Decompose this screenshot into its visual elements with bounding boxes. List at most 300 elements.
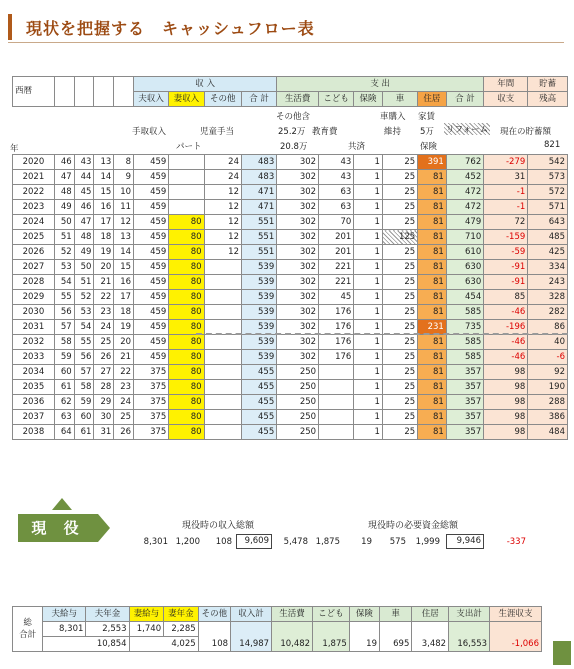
cell-shushi: 72 <box>484 215 528 230</box>
cell-zandaka: 484 <box>528 425 568 440</box>
cell-shushi: -1 <box>484 200 528 215</box>
page-title: 現状を把握する キャッシュフロー表 <box>26 19 315 38</box>
note-nen: 年 <box>10 144 19 154</box>
cell-kodomo: 63 <box>319 185 354 200</box>
cell-goukei: 483 <box>242 155 277 170</box>
cell-c: 19 <box>94 245 114 260</box>
cell-d: 12 <box>114 215 134 230</box>
table-row <box>13 305 568 320</box>
cell-hoken: 1 <box>354 260 383 275</box>
cell-tsuma: 80 <box>169 335 204 350</box>
cell-hoken: 1 <box>354 410 383 425</box>
total-h-jukyo: 住居 <box>412 607 449 622</box>
total-tsuma-sum: 4,025 <box>129 637 198 652</box>
note-part: パート <box>176 142 202 152</box>
cell-goukei: 551 <box>242 245 277 260</box>
cell-a: 48 <box>54 185 74 200</box>
cell-jukyo: 81 <box>418 290 447 305</box>
total-shishutsu: 16,553 <box>449 622 490 652</box>
cell-tsuma: 80 <box>169 395 204 410</box>
cell-d: 23 <box>114 380 134 395</box>
cell-kuruma: 25 <box>382 320 417 335</box>
cell-hoken: 1 <box>354 155 383 170</box>
table-row <box>13 260 568 275</box>
cell-zandaka: 643 <box>528 215 568 230</box>
summary-jukyo: 1,999 <box>415 537 440 547</box>
total-shushi: -1,066 <box>490 622 542 652</box>
cell-kuruma: 25 <box>382 245 417 260</box>
cell-otto: 459 <box>134 290 169 305</box>
cell-a: 63 <box>54 410 74 425</box>
cell-c: 15 <box>94 185 114 200</box>
cell-sonota: 12 <box>204 200 241 215</box>
note-tedori: 手取収入 <box>132 127 167 137</box>
header-goukei: 合 計 <box>241 92 276 107</box>
cell-b: 43 <box>74 155 94 170</box>
cell-tsuma: 80 <box>169 290 204 305</box>
cell-hoken: 1 <box>354 320 383 335</box>
cell-a: 46 <box>54 155 74 170</box>
cell-tsuma: 80 <box>169 305 204 320</box>
cell-sonota <box>204 290 241 305</box>
cell-year: 2038 <box>13 425 55 440</box>
cell-shushi: 98 <box>484 410 528 425</box>
cell-d: 22 <box>114 365 134 380</box>
cell-goukei: 471 <box>242 185 277 200</box>
cell-zandaka: 573 <box>528 170 568 185</box>
cell-kodomo: 176 <box>319 335 354 350</box>
cell-kodomo: 63 <box>319 200 354 215</box>
cell-kuruma: 25 <box>382 185 417 200</box>
cell-c: 16 <box>94 200 114 215</box>
cell-shushi: 31 <box>484 170 528 185</box>
cell-kuruma: 25 <box>382 260 417 275</box>
cell-year: 2026 <box>13 245 55 260</box>
cell-b: 48 <box>74 230 94 245</box>
total-h-otto-nenkin: 夫年金 <box>86 607 129 622</box>
cell-goukei: 539 <box>242 275 277 290</box>
cell-year: 2020 <box>13 155 55 170</box>
cell-seikatsu: 302 <box>277 335 319 350</box>
cell-c: 13 <box>94 155 114 170</box>
table-row <box>13 365 568 380</box>
cell-otto: 459 <box>134 185 169 200</box>
cell-c: 20 <box>94 260 114 275</box>
cell-tsuma <box>169 155 204 170</box>
genyaku-divider-line <box>196 333 568 335</box>
cell-tsuma: 80 <box>169 425 204 440</box>
header-hoken: 保険 <box>354 92 383 107</box>
cell-kuruma: 125 <box>382 230 417 245</box>
cell-otto: 459 <box>134 215 169 230</box>
cell-hoken: 1 <box>354 305 383 320</box>
note-jidou: 児童手当 <box>200 127 235 137</box>
cell-tsuma: 80 <box>169 230 204 245</box>
cell-d: 15 <box>114 260 134 275</box>
cell-tsuma: 80 <box>169 365 204 380</box>
cell-b: 57 <box>74 365 94 380</box>
total-h-seikatsu: 生活費 <box>272 607 313 622</box>
total-h-sonota: その他 <box>198 607 230 622</box>
cell-kuruma: 25 <box>382 365 417 380</box>
cell-shushi: -46 <box>484 335 528 350</box>
cell-jukyo: 81 <box>418 275 447 290</box>
cell-sonota <box>204 425 241 440</box>
cell-tsuma: 80 <box>169 245 204 260</box>
total-h-tsuma: 妻給与 <box>129 607 164 622</box>
cell-goukei2: 357 <box>446 425 483 440</box>
cell-jukyo: 81 <box>418 260 447 275</box>
title-accent-bar <box>8 14 12 40</box>
cell-goukei2: 585 <box>446 335 483 350</box>
cell-c: 18 <box>94 230 114 245</box>
cell-otto: 459 <box>134 260 169 275</box>
cell-zandaka: 40 <box>528 335 568 350</box>
note-iji: 維持 <box>384 127 402 137</box>
cell-a: 61 <box>54 380 74 395</box>
cell-c: 17 <box>94 215 114 230</box>
cell-goukei: 455 <box>242 395 277 410</box>
cell-year: 2027 <box>13 260 55 275</box>
cell-c: 26 <box>94 350 114 365</box>
cell-shushi: 98 <box>484 425 528 440</box>
cell-seikatsu: 302 <box>277 170 319 185</box>
cell-hoken: 1 <box>354 245 383 260</box>
cell-b: 50 <box>74 260 94 275</box>
total-tsuma: 1,740 <box>129 622 164 637</box>
cell-c: 25 <box>94 335 114 350</box>
cell-a: 58 <box>54 335 74 350</box>
cell-seikatsu: 250 <box>277 365 319 380</box>
genyaku-arrow-icon <box>98 514 110 542</box>
cell-d: 20 <box>114 335 134 350</box>
cell-a: 57 <box>54 320 74 335</box>
summary-shushi: -337 <box>506 537 526 547</box>
cell-zandaka: 282 <box>528 305 568 320</box>
cell-hoken: 1 <box>354 365 383 380</box>
cell-year: 2037 <box>13 410 55 425</box>
cell-hoken: 1 <box>354 290 383 305</box>
cell-kuruma: 25 <box>382 305 417 320</box>
total-h-kodomo: こども <box>313 607 350 622</box>
cell-shushi: -279 <box>484 155 528 170</box>
total-label-1: 総 <box>23 618 32 628</box>
cell-c: 30 <box>94 410 114 425</box>
table-row <box>13 290 568 305</box>
cell-jukyo: 81 <box>418 410 447 425</box>
cell-hoken: 1 <box>354 425 383 440</box>
summary-otto: 8,301 <box>143 537 168 547</box>
cell-sonota: 12 <box>204 215 241 230</box>
cell-shushi: -159 <box>484 230 528 245</box>
cell-otto: 459 <box>134 335 169 350</box>
cell-jukyo: 81 <box>418 305 447 320</box>
cell-kuruma: 25 <box>382 335 417 350</box>
cell-goukei2: 357 <box>446 365 483 380</box>
cell-seikatsu: 302 <box>277 320 319 335</box>
header-chochiku: 貯蓄 <box>528 77 568 92</box>
cell-zandaka: 86 <box>528 320 568 335</box>
cell-goukei2: 762 <box>446 155 483 170</box>
cell-year: 2032 <box>13 335 55 350</box>
cell-b: 58 <box>74 380 94 395</box>
cell-kodomo: 43 <box>319 170 354 185</box>
cell-b: 51 <box>74 275 94 290</box>
cell-year: 2023 <box>13 200 55 215</box>
cell-goukei: 539 <box>242 260 277 275</box>
cell-goukei: 539 <box>242 305 277 320</box>
table-row <box>13 230 568 245</box>
cell-otto: 459 <box>134 245 169 260</box>
cell-d: 26 <box>114 425 134 440</box>
cell-b: 44 <box>74 170 94 185</box>
cell-year: 2028 <box>13 275 55 290</box>
cell-zandaka: 328 <box>528 290 568 305</box>
cell-hoken: 1 <box>354 335 383 350</box>
cell-goukei2: 479 <box>446 215 483 230</box>
cell-jukyo: 391 <box>418 155 447 170</box>
cell-d: 10 <box>114 185 134 200</box>
cell-d: 25 <box>114 410 134 425</box>
cell-sonota: 24 <box>204 170 241 185</box>
cell-zandaka: 334 <box>528 260 568 275</box>
cell-b: 55 <box>74 335 94 350</box>
summary-shunyu-total: 9,609 <box>236 534 272 549</box>
cell-otto: 459 <box>134 320 169 335</box>
cell-otto: 459 <box>134 230 169 245</box>
cell-sonota: 12 <box>204 230 241 245</box>
total-kuruma: 695 <box>379 622 411 652</box>
note-sonota-fukumu: その他含 <box>276 112 311 122</box>
cell-b: 45 <box>74 185 94 200</box>
total-tsuma-nenkin: 2,285 <box>164 622 199 637</box>
header-goukei2: 合 計 <box>446 92 483 107</box>
cell-tsuma <box>169 200 204 215</box>
note-sha-kounyu: 車購入 <box>380 112 406 122</box>
header-kuruma: 車 <box>382 92 417 107</box>
cell-hoken: 1 <box>354 170 383 185</box>
cell-seikatsu: 302 <box>277 305 319 320</box>
cell-otto: 459 <box>134 170 169 185</box>
cell-goukei: 471 <box>242 200 277 215</box>
cell-goukei2: 585 <box>446 305 483 320</box>
cell-goukei2: 357 <box>446 410 483 425</box>
cell-zandaka: 542 <box>528 155 568 170</box>
cell-sonota <box>204 365 241 380</box>
cell-zandaka: 485 <box>528 230 568 245</box>
cell-seikatsu: 250 <box>277 380 319 395</box>
note-seikatsu-val2: 20.8万 <box>280 142 308 152</box>
cell-goukei2: 710 <box>446 230 483 245</box>
cell-c: 22 <box>94 290 114 305</box>
total-label-2: 合計 <box>19 630 37 640</box>
cell-goukei: 551 <box>242 215 277 230</box>
total-h-shushi: 生涯収支 <box>490 607 542 622</box>
cell-a: 64 <box>54 425 74 440</box>
cell-jukyo: 81 <box>418 200 447 215</box>
total-otto-sum: 10,854 <box>43 637 129 652</box>
cell-tsuma: 80 <box>169 275 204 290</box>
cell-kuruma: 25 <box>382 425 417 440</box>
cell-b: 52 <box>74 290 94 305</box>
cell-year: 2031 <box>13 320 55 335</box>
cell-shushi: -91 <box>484 275 528 290</box>
total-h-kuruma: 車 <box>379 607 411 622</box>
total-sonota: 108 <box>198 622 230 652</box>
cell-kuruma: 25 <box>382 380 417 395</box>
note-yachin-val: 5万 <box>420 127 434 137</box>
cell-tsuma <box>169 185 204 200</box>
header-sonota: その他 <box>204 92 241 107</box>
summary-shishutsu-total: 9,946 <box>446 534 484 549</box>
cell-seikatsu: 302 <box>277 290 319 305</box>
table-row <box>13 380 568 395</box>
genyaku-label: 現 役 <box>18 514 98 542</box>
cell-jukyo: 81 <box>418 170 447 185</box>
cell-otto: 459 <box>134 155 169 170</box>
cell-a: 59 <box>54 350 74 365</box>
cell-tsuma: 80 <box>169 215 204 230</box>
cell-jukyo: 81 <box>418 380 447 395</box>
cell-goukei: 455 <box>242 425 277 440</box>
cell-jukyo: 81 <box>418 425 447 440</box>
total-jukyo: 3,482 <box>412 622 449 652</box>
cell-kuruma: 25 <box>382 215 417 230</box>
cell-kuruma: 25 <box>382 275 417 290</box>
cell-kodomo: 176 <box>319 320 354 335</box>
cell-c: 14 <box>94 170 114 185</box>
cell-b: 47 <box>74 215 94 230</box>
cell-kuruma: 25 <box>382 170 417 185</box>
cell-seikatsu: 302 <box>277 200 319 215</box>
cell-c: 28 <box>94 380 114 395</box>
cell-kodomo <box>319 380 354 395</box>
cell-seikatsu: 302 <box>277 185 319 200</box>
cell-tsuma: 80 <box>169 260 204 275</box>
cell-a: 52 <box>54 245 74 260</box>
cell-year: 2033 <box>13 350 55 365</box>
cell-goukei2: 357 <box>446 380 483 395</box>
cell-goukei2: 472 <box>446 200 483 215</box>
cell-hoken: 1 <box>354 380 383 395</box>
cell-goukei2: 630 <box>446 260 483 275</box>
cell-kuruma: 25 <box>382 200 417 215</box>
table-row <box>13 395 568 410</box>
cell-shushi: 98 <box>484 395 528 410</box>
cell-year: 2035 <box>13 380 55 395</box>
cell-hoken: 1 <box>354 395 383 410</box>
cell-otto: 375 <box>134 410 169 425</box>
cell-kodomo <box>319 410 354 425</box>
note-yachin: 家賃 <box>418 112 436 122</box>
cell-c: 29 <box>94 395 114 410</box>
cell-goukei: 539 <box>242 335 277 350</box>
header-seireki: 西暦 <box>13 77 55 107</box>
cell-jukyo: 81 <box>418 395 447 410</box>
cell-jukyo: 81 <box>418 365 447 380</box>
cell-goukei2: 585 <box>446 350 483 365</box>
cell-c: 21 <box>94 275 114 290</box>
cell-otto: 459 <box>134 305 169 320</box>
cell-shushi: -196 <box>484 320 528 335</box>
cell-d: 11 <box>114 200 134 215</box>
cell-zandaka: 288 <box>528 395 568 410</box>
cell-sonota <box>204 350 241 365</box>
cell-year: 2021 <box>13 170 55 185</box>
cell-kodomo: 45 <box>319 290 354 305</box>
summary-hoken: 19 <box>361 537 372 547</box>
note-kyouiku: 教育費 <box>312 127 338 137</box>
cell-goukei: 455 <box>242 380 277 395</box>
table-row <box>13 350 568 365</box>
cell-d: 17 <box>114 290 134 305</box>
cell-shushi: 98 <box>484 380 528 395</box>
summary-shunyu-label: 現役時の収入総額 <box>182 521 255 531</box>
cell-kuruma: 25 <box>382 350 417 365</box>
summary-kuruma: 575 <box>389 537 406 547</box>
cell-d: 21 <box>114 350 134 365</box>
cell-otto: 375 <box>134 365 169 380</box>
total-h-otto: 夫給与 <box>43 607 86 622</box>
cell-seikatsu: 250 <box>277 395 319 410</box>
cell-kuruma: 25 <box>382 410 417 425</box>
cell-kodomo <box>319 395 354 410</box>
cell-jukyo: 81 <box>418 215 447 230</box>
cell-hoken: 1 <box>354 215 383 230</box>
cell-b: 54 <box>74 320 94 335</box>
table-row <box>13 275 568 290</box>
table-row <box>13 245 568 260</box>
cell-sonota <box>204 380 241 395</box>
cell-zandaka: 243 <box>528 275 568 290</box>
table-row <box>13 155 568 170</box>
cell-seikatsu: 250 <box>277 410 319 425</box>
header-shushi: 収支 <box>484 92 528 107</box>
cell-goukei: 539 <box>242 290 277 305</box>
cell-seikatsu: 250 <box>277 425 319 440</box>
cell-goukei2: 454 <box>446 290 483 305</box>
cell-a: 62 <box>54 395 74 410</box>
cell-zandaka: 571 <box>528 200 568 215</box>
cell-b: 49 <box>74 245 94 260</box>
cell-goukei2: 610 <box>446 245 483 260</box>
cell-a: 53 <box>54 260 74 275</box>
cell-b: 56 <box>74 350 94 365</box>
cell-seikatsu: 302 <box>277 275 319 290</box>
cell-jukyo: 81 <box>418 185 447 200</box>
table-row <box>13 425 568 440</box>
header-shishutsu: 支 出 <box>277 77 484 92</box>
note-genzai-val: 821 <box>544 140 561 150</box>
cell-goukei2: 357 <box>446 395 483 410</box>
total-h-shunyu: 収入計 <box>231 607 272 622</box>
cell-d: 24 <box>114 395 134 410</box>
cell-seikatsu: 302 <box>277 245 319 260</box>
note-genzai-chochiku: 現在の貯蓄額 <box>500 127 552 137</box>
cell-sonota: 12 <box>204 245 241 260</box>
cell-goukei: 551 <box>242 230 277 245</box>
cell-zandaka: 425 <box>528 245 568 260</box>
total-h-shishutsu: 支出計 <box>449 607 490 622</box>
cell-shushi: 85 <box>484 290 528 305</box>
cell-goukei: 483 <box>242 170 277 185</box>
cell-a: 55 <box>54 290 74 305</box>
cell-kodomo: 201 <box>319 230 354 245</box>
cell-seikatsu: 302 <box>277 260 319 275</box>
cell-otto: 375 <box>134 395 169 410</box>
total-kodomo: 1,875 <box>313 622 350 652</box>
total-hoken: 19 <box>349 622 379 652</box>
